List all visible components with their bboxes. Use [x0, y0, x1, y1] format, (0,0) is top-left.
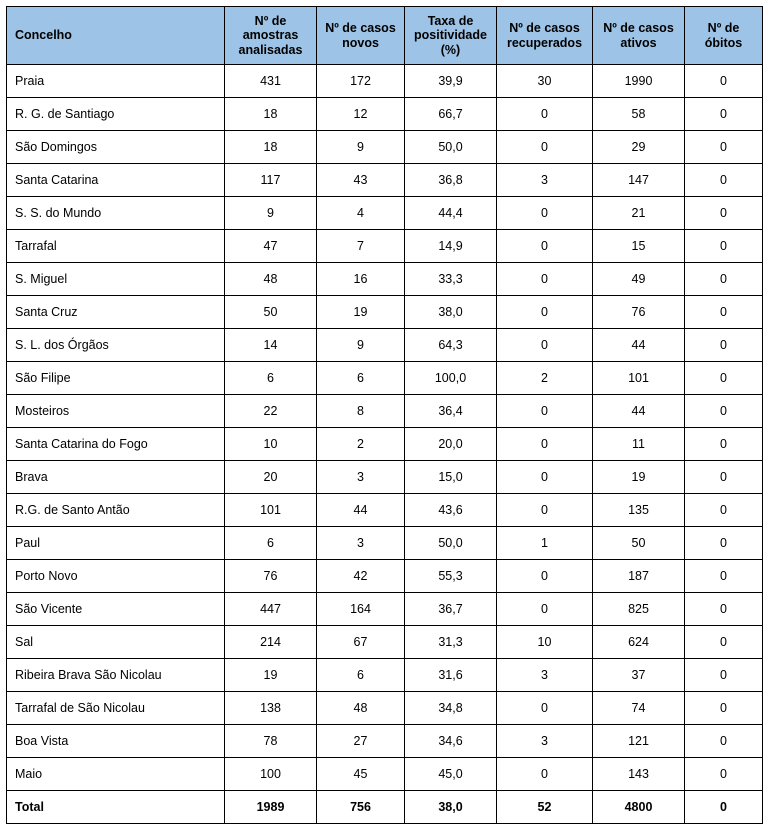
cell-concelho: Tarrafal de São Nicolau: [7, 692, 225, 725]
cell-value: 50: [225, 296, 317, 329]
column-header-line: ativos: [620, 35, 657, 50]
cell-total-value: 4800: [593, 791, 685, 824]
table-row: [7, 296, 763, 329]
cell-concelho: Santa Catarina: [7, 164, 225, 197]
cell-value: 8: [317, 395, 405, 428]
cell-value: 0: [497, 692, 593, 725]
cell-concelho: Santa Cruz: [7, 296, 225, 329]
cell-value: 29: [593, 131, 685, 164]
cell-concelho: São Vicente: [7, 593, 225, 626]
cell-total-value: 756: [317, 791, 405, 824]
cell-value: 15,0: [405, 461, 497, 494]
column-header-line: Nº de casos: [509, 21, 580, 36]
table-row: [7, 758, 763, 791]
cell-value: 172: [317, 65, 405, 98]
table-row: [7, 461, 763, 494]
cell-value: 0: [497, 758, 593, 791]
cell-value: 12: [317, 98, 405, 131]
cell-value: 55,3: [405, 560, 497, 593]
cell-value: 0: [685, 758, 763, 791]
cell-concelho: S. S. do Mundo: [7, 197, 225, 230]
cell-value: 6: [317, 659, 405, 692]
cell-value: 9: [317, 329, 405, 362]
cell-value: 50,0: [405, 527, 497, 560]
cell-value: 18: [225, 131, 317, 164]
cell-concelho: Ribeira Brava São Nicolau: [7, 659, 225, 692]
cell-value: 0: [497, 494, 593, 527]
table-row: [7, 164, 763, 197]
cell-value: 0: [497, 263, 593, 296]
cell-value: 14: [225, 329, 317, 362]
cell-value: 147: [593, 164, 685, 197]
cell-concelho: São Filipe: [7, 362, 225, 395]
table-row: [7, 131, 763, 164]
cell-value: 48: [317, 692, 405, 725]
cell-value: 0: [685, 230, 763, 263]
cell-value: 74: [593, 692, 685, 725]
cell-total-value: 52: [497, 791, 593, 824]
cell-value: 0: [685, 197, 763, 230]
covid-cases-table: [6, 6, 763, 824]
cell-value: 36,7: [405, 593, 497, 626]
cell-concelho: Brava: [7, 461, 225, 494]
cell-value: 0: [685, 98, 763, 131]
cell-value: 0: [497, 560, 593, 593]
cell-value: 0: [497, 230, 593, 263]
column-header-line: recuperados: [506, 35, 583, 50]
cell-value: 34,6: [405, 725, 497, 758]
cell-value: 2: [497, 362, 593, 395]
cell-value: 22: [225, 395, 317, 428]
cell-value: 135: [593, 494, 685, 527]
cell-value: 19: [225, 659, 317, 692]
table-header: [7, 7, 763, 65]
cell-value: 0: [685, 692, 763, 725]
cell-value: 49: [593, 263, 685, 296]
column-header-line: Nº de casos: [603, 21, 674, 36]
cell-value: 33,3: [405, 263, 497, 296]
cell-value: 0: [685, 527, 763, 560]
cell-value: 39,9: [405, 65, 497, 98]
cell-value: 45: [317, 758, 405, 791]
cell-value: 44: [317, 494, 405, 527]
cell-value: 0: [497, 98, 593, 131]
cell-value: 9: [225, 197, 317, 230]
cell-concelho: Boa Vista: [7, 725, 225, 758]
cell-value: 138: [225, 692, 317, 725]
cell-value: 58: [593, 98, 685, 131]
cell-value: 0: [497, 197, 593, 230]
cell-concelho: R. G. de Santiago: [7, 98, 225, 131]
cell-value: 76: [593, 296, 685, 329]
cell-value: 3: [317, 527, 405, 560]
cell-value: 6: [317, 362, 405, 395]
cell-concelho: Tarrafal: [7, 230, 225, 263]
column-header-line: (%): [440, 42, 461, 57]
cell-value: 36,8: [405, 164, 497, 197]
column-header-4: [497, 7, 593, 65]
cell-value: 121: [593, 725, 685, 758]
cell-value: 45,0: [405, 758, 497, 791]
table-row: [7, 692, 763, 725]
cell-value: 20,0: [405, 428, 497, 461]
table-row: [7, 560, 763, 593]
column-header-line: Nº de: [254, 13, 287, 28]
cell-value: 143: [593, 758, 685, 791]
cell-value: 7: [317, 230, 405, 263]
cell-value: 164: [317, 593, 405, 626]
cell-value: 0: [685, 263, 763, 296]
column-header-2: [317, 7, 405, 65]
cell-value: 44,4: [405, 197, 497, 230]
column-header-0: [7, 7, 225, 65]
cell-value: 187: [593, 560, 685, 593]
cell-concelho: Paul: [7, 527, 225, 560]
cell-value: 76: [225, 560, 317, 593]
cell-value: 43,6: [405, 494, 497, 527]
cell-value: 6: [225, 527, 317, 560]
cell-value: 31,6: [405, 659, 497, 692]
cell-concelho: Maio: [7, 758, 225, 791]
cell-value: 34,8: [405, 692, 497, 725]
cell-value: 825: [593, 593, 685, 626]
cell-value: 48: [225, 263, 317, 296]
column-header-6: [685, 7, 763, 65]
column-header-1: [225, 7, 317, 65]
cell-value: 0: [685, 461, 763, 494]
cell-total-value: 0: [685, 791, 763, 824]
cell-value: 214: [225, 626, 317, 659]
column-header-line: amostras: [242, 28, 299, 43]
cell-total-value: 1989: [225, 791, 317, 824]
column-header-line: Taxa de: [427, 13, 474, 28]
cell-value: 47: [225, 230, 317, 263]
column-header-line: novos: [342, 35, 379, 50]
cell-value: 0: [497, 593, 593, 626]
cell-value: 3: [497, 725, 593, 758]
cell-value: 36,4: [405, 395, 497, 428]
cell-total-value: 38,0: [405, 791, 497, 824]
cell-value: 0: [685, 626, 763, 659]
header-row: [7, 7, 763, 65]
cell-value: 0: [497, 131, 593, 164]
cell-concelho: Santa Catarina do Fogo: [7, 428, 225, 461]
cell-value: 2: [317, 428, 405, 461]
column-header-line: analisadas: [238, 42, 303, 57]
cell-value: 624: [593, 626, 685, 659]
table-row: [7, 362, 763, 395]
cell-concelho: R.G. de Santo Antão: [7, 494, 225, 527]
cell-value: 0: [685, 593, 763, 626]
cell-value: 42: [317, 560, 405, 593]
cell-value: 1990: [593, 65, 685, 98]
table-row: [7, 197, 763, 230]
cell-value: 9: [317, 131, 405, 164]
cell-value: 0: [497, 461, 593, 494]
cell-value: 18: [225, 98, 317, 131]
table-row: [7, 626, 763, 659]
cell-value: 0: [497, 296, 593, 329]
cell-value: 44: [593, 329, 685, 362]
cell-value: 101: [593, 362, 685, 395]
cell-value: 21: [593, 197, 685, 230]
cell-value: 78: [225, 725, 317, 758]
table-row: [7, 593, 763, 626]
cell-value: 50: [593, 527, 685, 560]
cell-value: 0: [685, 494, 763, 527]
cell-value: 0: [685, 65, 763, 98]
table-total-row: [7, 791, 763, 824]
cell-value: 15: [593, 230, 685, 263]
column-header-3: [405, 7, 497, 65]
cell-value: 0: [685, 428, 763, 461]
cell-value: 0: [497, 395, 593, 428]
table-body: [7, 65, 763, 824]
cell-concelho: São Domingos: [7, 131, 225, 164]
cell-value: 100,0: [405, 362, 497, 395]
cell-value: 0: [685, 164, 763, 197]
cell-concelho: Praia: [7, 65, 225, 98]
cell-concelho: Sal: [7, 626, 225, 659]
cell-value: 20: [225, 461, 317, 494]
cell-value: 0: [497, 329, 593, 362]
table-row: [7, 527, 763, 560]
table-row: [7, 725, 763, 758]
column-header-line: Nº de casos: [325, 21, 396, 36]
cell-value: 27: [317, 725, 405, 758]
table-row: [7, 494, 763, 527]
cell-concelho: S. L. dos Órgãos: [7, 329, 225, 362]
cell-concelho: S. Miguel: [7, 263, 225, 296]
table-row: [7, 395, 763, 428]
cell-value: 447: [225, 593, 317, 626]
cell-value: 43: [317, 164, 405, 197]
cell-value: 0: [685, 659, 763, 692]
cell-value: 100: [225, 758, 317, 791]
cell-value: 11: [593, 428, 685, 461]
cell-concelho: Mosteiros: [7, 395, 225, 428]
table-row: [7, 428, 763, 461]
cell-value: 0: [497, 428, 593, 461]
table-row: [7, 98, 763, 131]
cell-value: 0: [685, 131, 763, 164]
cell-value: 67: [317, 626, 405, 659]
cell-value: 30: [497, 65, 593, 98]
cell-value: 31,3: [405, 626, 497, 659]
cell-value: 4: [317, 197, 405, 230]
cell-value: 3: [497, 659, 593, 692]
cell-value: 66,7: [405, 98, 497, 131]
table-row: [7, 659, 763, 692]
column-header-line: óbitos: [704, 35, 743, 50]
cell-value: 16: [317, 263, 405, 296]
cell-value: 0: [685, 560, 763, 593]
cell-value: 101: [225, 494, 317, 527]
cell-value: 14,9: [405, 230, 497, 263]
cell-value: 10: [225, 428, 317, 461]
cell-value: 37: [593, 659, 685, 692]
table-row: [7, 329, 763, 362]
cell-value: 431: [225, 65, 317, 98]
cell-value: 0: [685, 362, 763, 395]
cell-value: 64,3: [405, 329, 497, 362]
cell-concelho: Porto Novo: [7, 560, 225, 593]
cell-total-label: Total: [7, 791, 225, 824]
column-header-line: Nº de: [707, 21, 740, 36]
table-row: [7, 65, 763, 98]
cell-value: 44: [593, 395, 685, 428]
cell-value: 0: [685, 296, 763, 329]
cell-value: 19: [593, 461, 685, 494]
cell-value: 0: [685, 725, 763, 758]
column-header-line: positividade: [414, 28, 487, 43]
cell-value: 117: [225, 164, 317, 197]
cell-value: 6: [225, 362, 317, 395]
table-row: [7, 263, 763, 296]
column-header-line: Concelho: [15, 28, 72, 43]
table-row: [7, 230, 763, 263]
cell-value: 0: [685, 329, 763, 362]
cell-value: 0: [685, 395, 763, 428]
cell-value: 38,0: [405, 296, 497, 329]
cell-value: 19: [317, 296, 405, 329]
cell-value: 1: [497, 527, 593, 560]
cell-value: 3: [497, 164, 593, 197]
cell-value: 10: [497, 626, 593, 659]
cell-value: 50,0: [405, 131, 497, 164]
cell-value: 3: [317, 461, 405, 494]
column-header-5: [593, 7, 685, 65]
